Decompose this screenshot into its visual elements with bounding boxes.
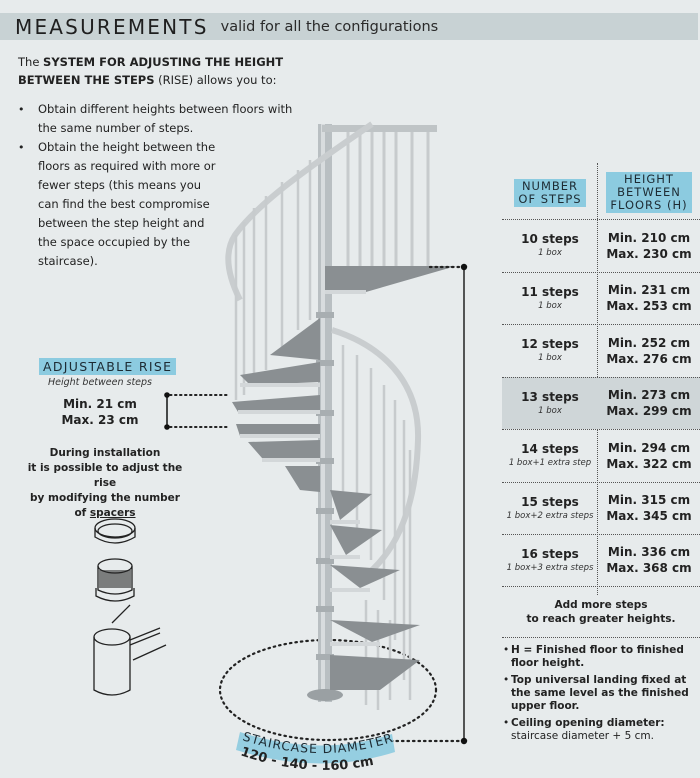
spacers-link: spacers [89,507,136,519]
steps-height-table [502,166,700,587]
adjustable-rise-values [40,396,160,428]
notes-list [503,644,698,747]
table-header-row [502,166,700,219]
table-row: 11 steps 1 box Min. 231 cm Max. 253 cm [502,272,700,325]
add-more-steps-note: Add more steps to reach greater heights. [526,599,676,625]
note-item: • Ceiling opening diameter: staircase diameter + 5 cm. [503,717,698,743]
note-item: • Top universal landing fixed at the same level as the finished upper floor. [503,674,698,713]
installation-note: During installation it is possible to adjust the rise by modifying the number of spacers [27,447,183,519]
note-item: • H = Finished floor to finished floor height. [503,644,698,670]
spacer-parts-icon [94,519,166,695]
adjustable-rise-subtitle: Height between steps [47,377,153,388]
page-subtitle: valid for all the configurations [220,18,439,35]
table-row: 15 steps 1 box+2 extra steps Min. 315 cm Max. 345 cm [502,482,700,535]
adjustable-rise-tag: ADJUSTABLE RISE [39,358,176,375]
staircase-diameter-label: STAIRCASE DIAMETER [241,728,396,757]
intro-bold: SYSTEM FOR ADJUSTING THE HEIGHT BETWEEN THE STEPS [18,55,284,87]
bullet-item: • Obtain the height between the floors as required with more or fewer steps (this means you can find the best compromise between the step height and the space occupied by the staircase). [18,138,218,271]
table-row: 16 steps 1 box+3 extra steps Min. 336 cm Max. 368 cm [502,534,700,587]
header-number-of-steps: NUMBER OF STEPS [514,179,585,207]
page-title: MEASUREMENTS [15,14,209,39]
intro-bullet-list [18,100,308,271]
rise-min: Min. 21 cm [63,397,137,411]
table-row: 14 steps 1 box+1 extra step Min. 294 cm Max. 322 cm [502,429,700,482]
header-height-between-floors: HEIGHT BETWEEN FLOORS (H) [606,172,691,213]
intro-paragraph: The SYSTEM FOR ADJUSTING THE HEIGHT BETWEEN THE STEPS (RISE) allows you to: [18,55,284,87]
table-row: 12 steps 1 box Min. 252 cm Max. 276 cm [502,324,700,377]
bullet-item: • Obtain different heights between floors with the same number of steps. [18,100,308,138]
notes-divider [502,637,700,638]
table-row-highlighted: 13 steps 1 box Min. 273 cm Max. 299 cm [502,377,700,430]
staircase-diameter-values: 120 - 140 - 160 cm [238,744,375,774]
table-row: 10 steps 1 box Min. 210 cm Max. 230 cm [502,219,700,272]
rise-max: Max. 23 cm [61,413,139,427]
